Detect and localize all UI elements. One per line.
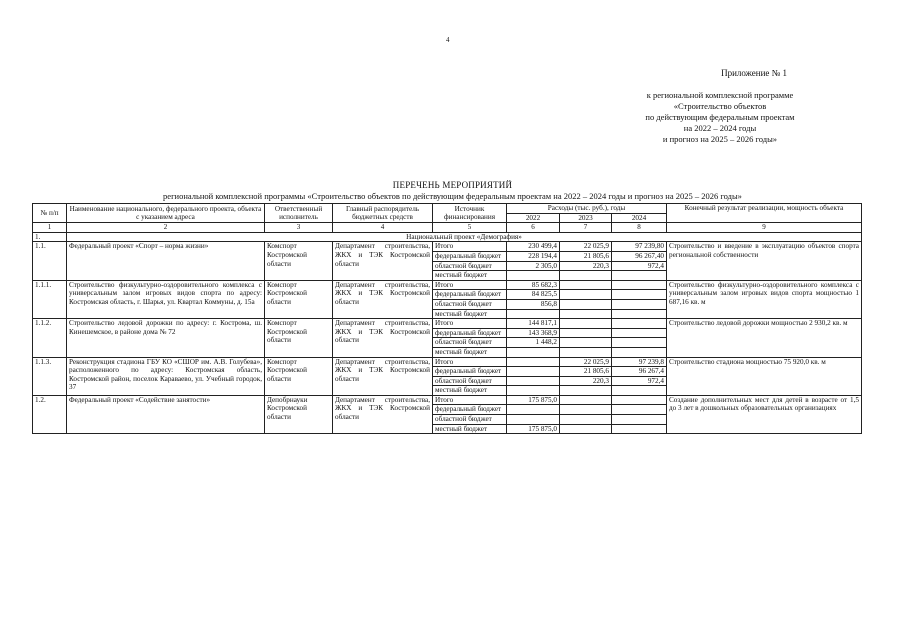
row-manager: Департамент строительства, ЖКХ и ТЭК Костромской области [333,395,433,433]
row-value [612,299,667,309]
row-value: 972,4 [612,376,667,386]
row-value [612,395,667,405]
row-value: 220,3 [560,261,612,271]
row-value [612,319,667,329]
section-row [33,232,862,242]
document-title: ПЕРЕЧЕНЬ МЕРОПРИЯТИЙ [392,180,513,190]
row-source: федеральный бюджет [433,290,507,300]
row-value: 228 194,4 [507,251,560,261]
table-row [33,395,862,405]
row-value: 96 267,40 [612,251,667,261]
column-number: 8 [612,223,667,233]
row-value: 1 448,2 [507,338,560,348]
row-name: Строительство физкультурно-оздоровительного комплекса с универсальным залом игровых видов спорта по адресу: Костромская область, г. Шарья, ул. Квартал Коммуны, д. 15а [67,280,265,318]
appendix-line: и прогноз на 2025 – 2026 годы» [662,134,778,144]
row-result: Создание дополнительных мест для детей в возрасте от 1,5 до 3 лет в дошкольных образовательных организациях [667,395,862,433]
row-value [560,405,612,415]
appendix-block [620,90,820,145]
row-source: федеральный бюджет [433,367,507,377]
appendix-line: «Строительство объектов [673,101,767,111]
row-num: 1.1. [33,242,67,280]
row-source: Итого [433,357,507,367]
row-source: федеральный бюджет [433,251,507,261]
row-value [612,405,667,415]
header-executor: Ответственный исполнитель [265,204,333,223]
appendix-line: на 2022 – 2024 годы [683,123,757,133]
header-year-2022: 2022 [507,213,560,223]
row-source: Итого [433,242,507,252]
row-value: 22 025,9 [560,242,612,252]
row-source: Итого [433,280,507,290]
row-source: федеральный бюджет [433,328,507,338]
row-value [612,338,667,348]
row-value: 96 267,4 [612,367,667,377]
row-value [507,405,560,415]
row-source: Итого [433,319,507,329]
header-num: № п/п [33,204,67,223]
row-source: Итого [433,395,507,405]
header-row [33,204,862,214]
row-value [507,271,560,281]
row-value [507,386,560,396]
row-source: областной бюджет [433,415,507,425]
row-value: 21 805,6 [560,367,612,377]
row-num: 1.1.1. [33,280,67,318]
header-source: Источник финансирования [433,204,507,223]
row-value [560,338,612,348]
row-value: 97 239,8 [612,357,667,367]
row-value: 21 805,6 [560,251,612,261]
table-row [33,280,862,290]
row-value [560,328,612,338]
row-manager: Департамент строительства, ЖКХ и ТЭК Костромской области [333,280,433,318]
row-value [560,395,612,405]
row-value [560,424,612,434]
row-value [612,347,667,357]
row-name: Строительство ледовой дорожки по адресу: г. Кострома, ш. Кинешемское, в районе дома № 72 [67,319,265,357]
row-value [560,271,612,281]
row-value [507,347,560,357]
section-num: 1. [33,232,67,242]
row-source: местный бюджет [433,386,507,396]
row-name: Реконструкция стадиона ГБУ КО «СШОР им. А.В. Голубева», расположенного по адресу: Костромская область, Костромской район, поселок Караваево, ул. Учебный городок, 37 [67,357,265,395]
column-number: 3 [265,223,333,233]
row-result: Строительство и введение в эксплуатацию объектов спорта региональной собственности [667,242,862,280]
row-value [612,328,667,338]
header-year-2023: 2023 [560,213,612,223]
row-value [612,309,667,319]
appendix-line: к региональной комплексной программе [646,90,794,100]
header-expenses: Расходы (тыс. руб.), годы [507,204,667,214]
row-source: федеральный бюджет [433,405,507,415]
row-source: местный бюджет [433,309,507,319]
row-num: 1.2. [33,395,67,433]
row-value: 175 875,0 [507,395,560,405]
row-source: областной бюджет [433,299,507,309]
row-value [612,415,667,425]
row-value [612,280,667,290]
row-value [507,357,560,367]
row-value: 2 305,0 [507,261,560,271]
header-result: Конечный результат реализации, мощность объекта [667,204,862,223]
table-row [33,319,862,329]
row-value: 85 682,3 [507,280,560,290]
row-value [560,309,612,319]
row-value [612,290,667,300]
row-value [612,424,667,434]
row-num: 1.1.3. [33,357,67,395]
row-value: 97 239,80 [612,242,667,252]
header-manager: Главный распорядитель бюджетных средств [333,204,433,223]
row-name: Федеральный проект «Содействие занятости» [67,395,265,433]
row-executor: Депобрнауки Костромской области [265,395,333,433]
column-number: 5 [433,223,507,233]
row-result: Строительство ледовой дорожки мощностью 2 930,2 кв. м [667,319,862,357]
row-value: 84 825,5 [507,290,560,300]
row-value [507,376,560,386]
row-source: местный бюджет [433,347,507,357]
row-source: областной бюджет [433,338,507,348]
appendix-line: по действующим федеральным проектам [645,112,795,122]
row-value: 230 499,4 [507,242,560,252]
column-number: 4 [333,223,433,233]
row-value: 144 817,1 [507,319,560,329]
row-value [560,319,612,329]
row-executor: Комспорт Костромской области [265,357,333,395]
row-value [560,290,612,300]
row-source: областной бюджет [433,376,507,386]
row-value [560,386,612,396]
row-result: Строительство физкультурно-оздоровительного комплекса с универсальным залом игровых видов спорта мощностью 1 687,16 кв. м [667,280,862,318]
row-executor: Комспорт Костромской области [265,319,333,357]
row-value [560,415,612,425]
row-value: 972,4 [612,261,667,271]
section-title: Национальный проект «Демография» [67,232,862,242]
row-result: Строительство стадиона мощностью 75 920,0 кв. м [667,357,862,395]
page-number: 4 [446,36,450,44]
column-number: 1 [33,223,67,233]
row-source: областной бюджет [433,261,507,271]
row-value [612,271,667,281]
row-executor: Комспорт Костромской области [265,280,333,318]
row-value [507,309,560,319]
row-value [507,415,560,425]
table-row [33,357,862,367]
row-manager: Департамент строительства, ЖКХ и ТЭК Костромской области [333,319,433,357]
measures-table [32,203,862,434]
row-value: 220,3 [560,376,612,386]
header-name: Наименование национального, федерального проекта, объекта с указанием адреса [67,204,265,223]
table-row [33,242,862,252]
row-value: 856,8 [507,299,560,309]
row-value [560,299,612,309]
row-num: 1.1.2. [33,319,67,357]
column-number: 6 [507,223,560,233]
row-value: 143 368,9 [507,328,560,338]
row-value [560,280,612,290]
row-manager: Департамент строительства, ЖКХ и ТЭК Костромской области [333,357,433,395]
row-executor: Комспорт Костромской области [265,242,333,280]
row-source: местный бюджет [433,271,507,281]
header-year-2024: 2024 [612,213,667,223]
row-source: местный бюджет [433,424,507,434]
appendix-title: Приложение № 1 [721,68,787,78]
row-value: 175 875,0 [507,424,560,434]
row-value [507,367,560,377]
row-value [560,347,612,357]
row-value [612,386,667,396]
column-numbers-row [33,223,862,233]
column-number: 7 [560,223,612,233]
row-name: Федеральный проект «Спорт – норма жизни» [67,242,265,280]
column-number: 2 [67,223,265,233]
column-number: 9 [667,223,862,233]
document-subtitle: региональной комплексной программы «Строительство объектов по действующим федеральным проектам на 2022 – 2024 годы и прогноз на 2025 – 2026 годы» [163,191,742,201]
row-value: 22 025,9 [560,357,612,367]
row-manager: Департамент строительства, ЖКХ и ТЭК Костромской области [333,242,433,280]
